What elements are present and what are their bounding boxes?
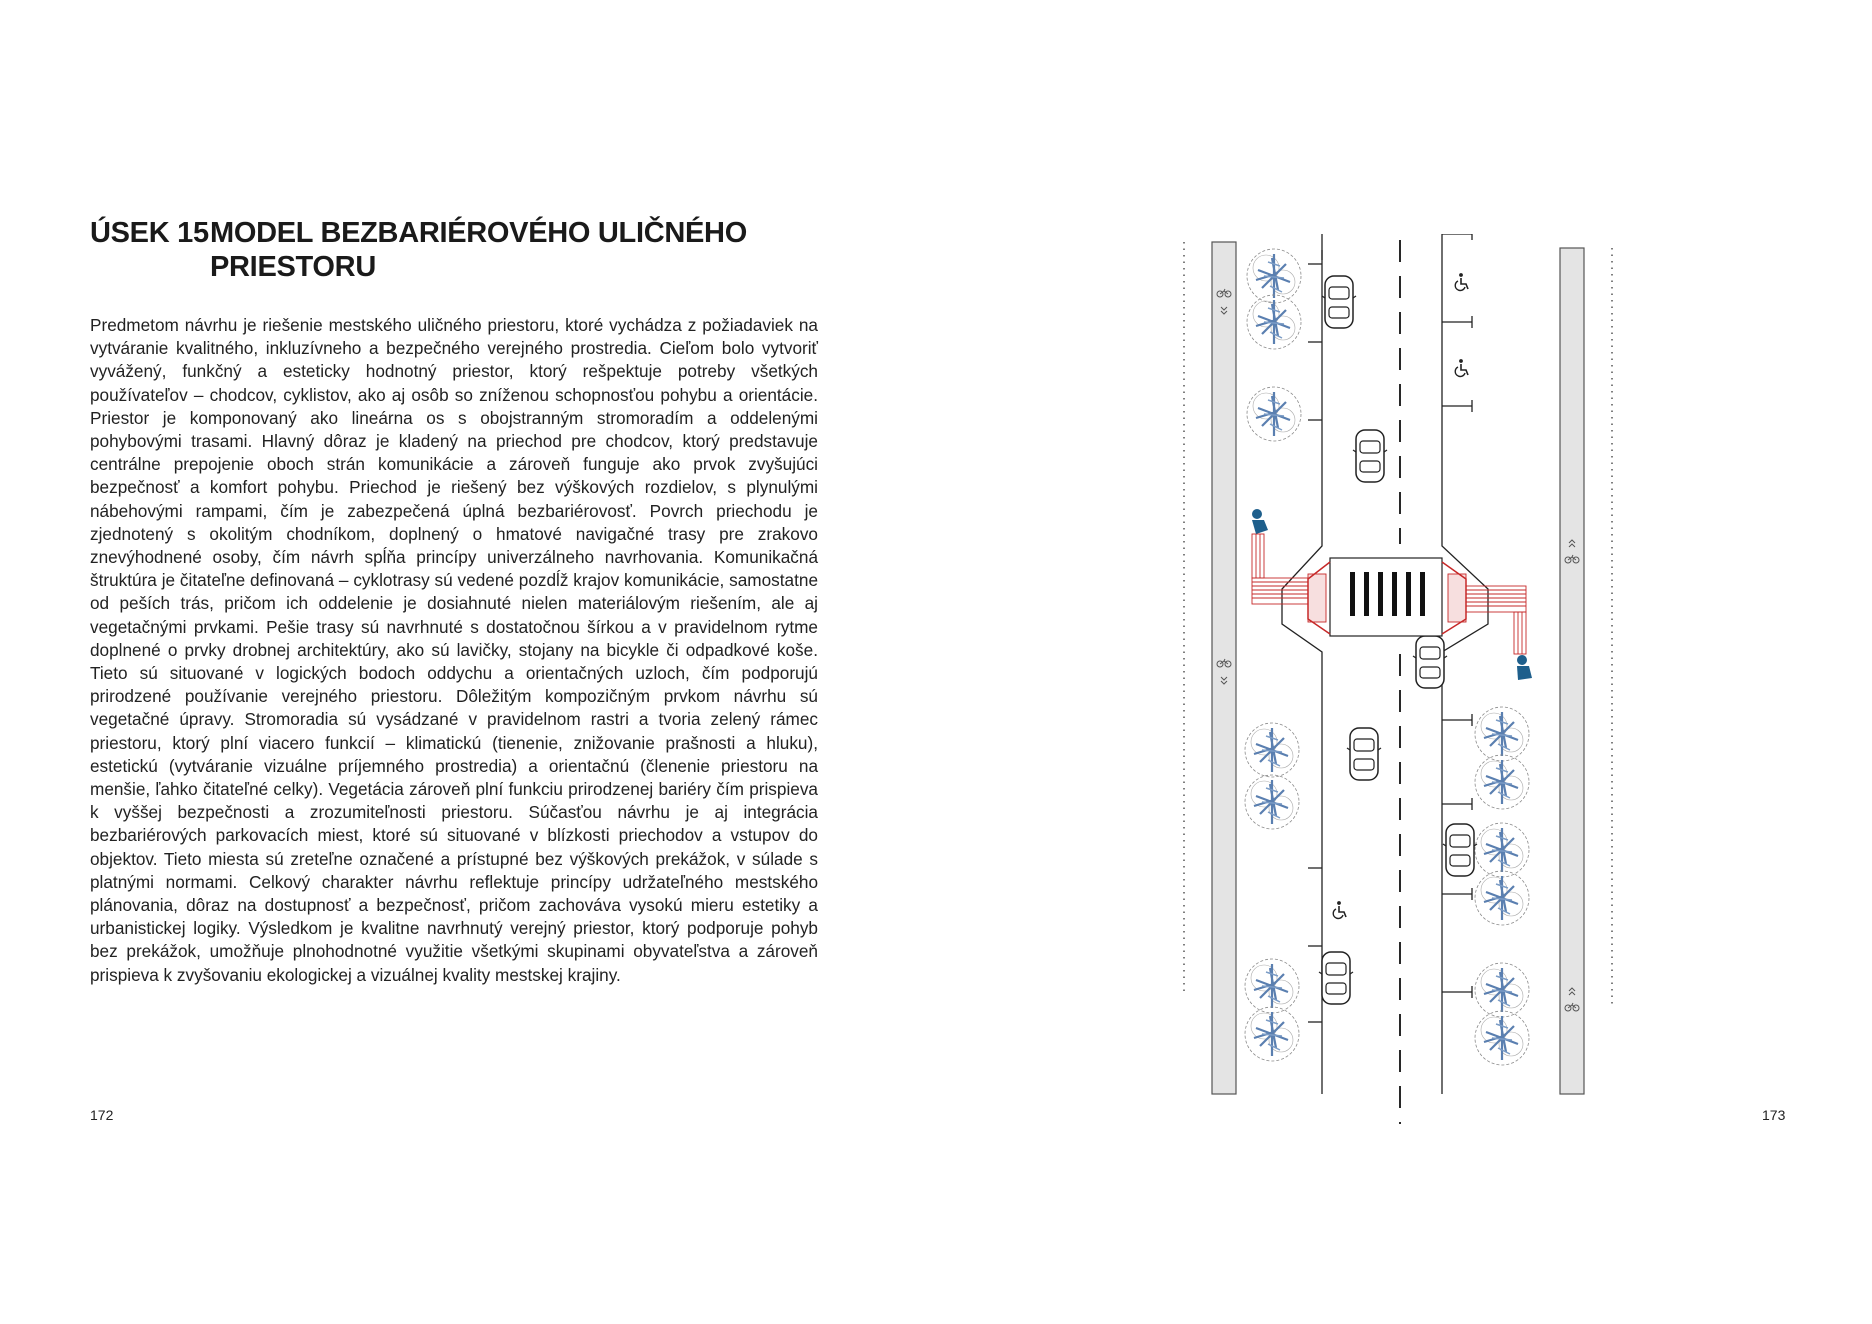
pedestrian-icon [1252,509,1268,534]
road-edge-left [1282,234,1322,1094]
parking-bays-left-top [1308,250,1322,420]
left-cycle-lane [1212,242,1236,1094]
section-title-line2: PRIESTORU [210,251,376,283]
tree-icon [1475,707,1529,761]
car-icon [1443,824,1477,876]
right-cycle-lane [1560,248,1584,1094]
wheelchair-icon [1455,273,1468,290]
wheelchair-icon [1455,359,1468,376]
tree-icon [1247,295,1301,349]
car-icon [1353,430,1387,482]
car-icon [1319,952,1353,1004]
tree-icon [1475,1011,1529,1065]
tree-icon [1245,959,1299,1013]
tree-icon [1245,1007,1299,1061]
wheelchair-icon [1333,901,1346,918]
tactile-path-right [1448,574,1526,654]
parking-bays-left-bottom [1308,868,1322,1022]
tree-icon [1475,755,1529,809]
tree-icon [1247,387,1301,441]
tactile-path-left [1252,534,1326,622]
tree-icon [1475,871,1529,925]
pedestrian-icon [1517,655,1532,680]
tree-icon [1245,775,1299,829]
tree-icon [1475,963,1529,1017]
section-title-line1: MODEL BEZBARIÉROVÉHO ULIČNÉHO [210,217,747,249]
page-number-left: 172 [90,1107,114,1123]
street-plan-drawing [1172,234,1622,1124]
tree-icon [1245,723,1299,777]
car-icon [1347,728,1381,780]
road-edge-right [1442,234,1488,1094]
car-icon [1322,276,1356,328]
crossing-platform [1330,558,1442,636]
page-number-right: 173 [1762,1107,1786,1123]
section-number: ÚSEK 15 [90,217,209,249]
tree-icon [1475,823,1529,877]
car-icon [1413,636,1447,688]
parking-bays-right-top [1442,234,1472,412]
body-paragraph: Predmetom návrhu je riešenie mestského uličného priestoru, ktoré vychádza z požiadaviek na vytváranie kvalitného, inkluzívneho a bezpečného verejného prostredia. Cieľom bolo vytvoriť vyvážený, funkčný a esteticky hodnotný priestor, ktorý rešpektuje potreby všetkých používateľov – chodcov, cyklistov, ako aj osôb so zníženou schopnosťou pohybu a orientácie. Priestor je komponovaný ako lineárna os s obojstranným stromoradím a oddelenými pohybovými trasami. Hlavný dôraz je kladený na priechod pre chodcov, ktorý predstavuje centrálne prepojenie oboch strán komunikácie a zároveň funguje ako prvok zvyšujúci bezpečnosť a komfort pohybu. Priechod je riešený bez výškových rozdielov, s plynulými nábehovými rampami, čím je zabezpečená úplná bezbariérovosť. Povrch priechodu je zjednotený s okolitým chodníkom, doplnený o hmatové navigačné trasy pre zrakovo znevýhodnené osoby, čím návrh spĺňa princípy univerzálneho navrhovania. Komunikačná štruktúra je čitateľne definovaná – cyklotrasy sú vedené pozdĺž krajov komunikácie, samostatne od peších trás, pričom ich oddelenie je dosiahnuté nielen materiálovým riešením, ale aj vegetačnými prvkami. Pešie trasy sú navrhnuté s dostatočnou šírkou a v pravidelnom rytme doplnené o prvky drobnej architektúry, ako sú lavičky, stojany na bicykle či odpadkové koše. Tieto sú situované v logických bodoch oddychu a orientačných uzloch, čím podporujú prirodzené používanie verejného priestoru. Dôležitým kompozičným prvkom návrhu sú vegetačné úpravy. Stromoradia sú vysádzané v pravidelnom rastri a tvoria zelený rámec priestoru, ktorý plní viacero funkcií – klimatickú (tienenie, znižovanie prašnosti a hluku), estetickú (vytváranie vizuálne príjemného prostredia) a orientačnú (členenie priestoru na menšie, ľahko čitateľné celky). Vegetácia zároveň plní funkciu prirodzenej bariéry čím prispieva k vyššej bezpečnosti a zrozumiteľnosti priestoru. Súčasťou návrhu je aj integrácia bezbariérových parkovacích miest, ktoré sú situované v blízkosti priechodov a vstupov do objektov. Tieto miesta sú zreteľne označené a prístupné bez výškových prekážok, v súlade s platnými normami. Celkový charakter návrhu reflektuje princípy udržateľného mestského plánovania, dôraz na dostupnosť a bezpečnosť, pričom zachováva vysokú mieru estetiky a urbanistickej logiky. Výsledkom je kvalitne navrhnutý verejný priestor, ktorý podporuje pohyb bez prekážok, umožňuje plnohodnotné využitie všetkými skupinami obyvateľstva a zároveň prispieva k zvyšovaniu ekologickej a vizuálnej kvality mestskej krajiny. [90,315,818,985]
section-heading [90,216,747,284]
